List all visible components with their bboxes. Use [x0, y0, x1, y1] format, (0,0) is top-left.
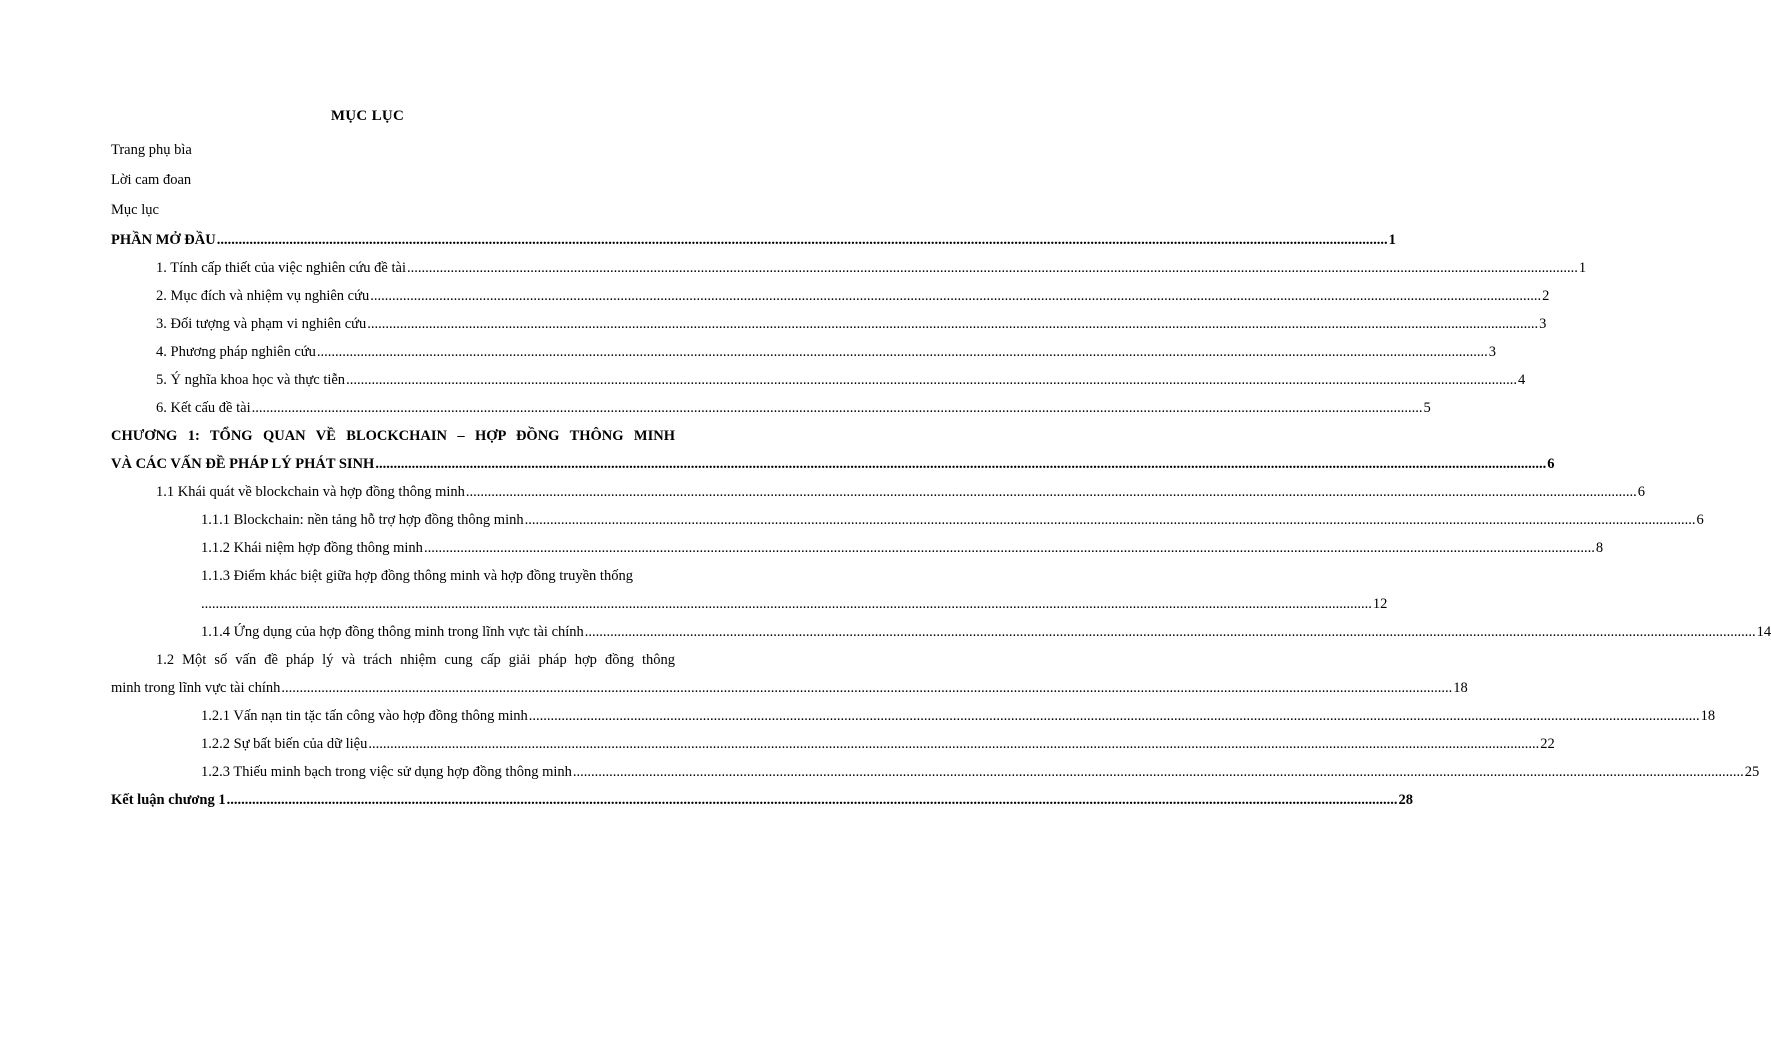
toc-page-number: 25 — [1744, 764, 1760, 780]
toc-entry-text: 1.1.4 Ứng dụng của hợp đồng thông minh trong lĩnh vực tài chính — [201, 624, 584, 640]
toc-entry — [201, 510, 1704, 530]
toc-page-number: 3 — [1488, 344, 1497, 360]
toc-entry-text: minh trong lĩnh vực tài chính — [111, 680, 281, 696]
toc-chapter-heading-line1: CHƯƠNG 1: TỔNG QUAN VỀ BLOCKCHAIN – HỢP ĐỒNG THÔNG MINH — [111, 428, 675, 444]
toc-page-number: 4 — [1517, 372, 1526, 388]
toc-entry-text-line1: 1.1.3 Điểm khác biệt giữa hợp đồng thông minh và hợp đồng truyền thống — [201, 568, 633, 584]
toc-page-number: 28 — [1398, 792, 1413, 808]
toc-page-number: 2 — [1542, 288, 1550, 304]
toc-leader: ................................................................................................................................................................................................................................................................................................................................... — [572, 764, 1744, 780]
toc-entry — [201, 734, 1555, 754]
toc-entry-text: 1.1 Khái quát về blockchain và hợp đồng thông minh — [156, 484, 465, 500]
toc-entry-chapter-1 — [111, 454, 1555, 474]
toc-page-number: 22 — [1540, 736, 1555, 752]
toc-entry-text: 1.1.2 Khái niệm hợp đồng thông minh — [201, 540, 423, 556]
toc-page-number: 3 — [1539, 316, 1547, 332]
toc-page-number: 6 — [1696, 512, 1704, 528]
toc-entry-text: VÀ CÁC VẤN ĐỀ PHÁP LÝ PHÁT SINH — [111, 456, 375, 472]
toc-entry — [156, 286, 1550, 306]
front-matter-declaration: Lời cam đoan — [111, 172, 192, 188]
toc-leader: ................................................................................................................................................................................................................................................................................................................................... — [367, 316, 1539, 332]
toc-entry-text: 1.2.1 Vấn nạn tin tặc tấn công vào hợp đồng thông minh — [201, 708, 528, 724]
toc-page-number: 1 — [1578, 260, 1587, 276]
toc-entry-text: 1.2.3 Thiếu minh bạch trong việc sử dụng hợp đồng thông minh — [201, 764, 572, 780]
toc-leader: ................................................................................................................................................................................................................................................................................................................................... — [370, 288, 1542, 304]
toc-leader: ................................................................................................................................................................................................................................................................................................................................... — [368, 736, 1540, 752]
toc-entry — [156, 482, 1646, 502]
toc-entry — [201, 594, 1388, 614]
toc-entry-text: 4. Phương pháp nghiên cứu — [156, 344, 316, 360]
toc-entry — [111, 678, 1468, 698]
toc-leader: ................................................................................................................................................................................................................................................................................................................................... — [423, 540, 1595, 556]
toc-entry — [156, 258, 1587, 278]
toc-leader: ................................................................................................................................................................................................................................................................................................................................... — [346, 372, 1517, 388]
toc-page-number: 5 — [1423, 400, 1431, 416]
toc-page-number: 14 — [1756, 624, 1771, 640]
toc-title: MỤC LỤC — [330, 108, 405, 124]
front-matter-contents: Mục lục — [111, 202, 159, 218]
toc-leader: ................................................................................................................................................................................................................................................................................................................................... — [528, 708, 1700, 724]
toc-entry — [156, 342, 1497, 362]
toc-page-number: 12 — [1372, 596, 1388, 612]
toc-entry — [201, 762, 1760, 782]
toc-leader: ................................................................................................................................................................................................................................................................................................................................... — [201, 596, 1372, 612]
toc-entry-text: 1.2.2 Sự bất biến của dữ liệu — [201, 736, 368, 752]
toc-entry-text: 6. Kết cấu đề tài — [156, 400, 251, 416]
toc-entry — [201, 538, 1604, 558]
toc-leader: ................................................................................................................................................................................................................................................................................................................................... — [216, 232, 1388, 248]
toc-leader: ................................................................................................................................................................................................................................................................................................................................... — [226, 792, 1398, 808]
toc-entry — [201, 622, 1771, 642]
toc-entry-text: 5. Ý nghĩa khoa học và thực tiễn — [156, 372, 346, 388]
toc-leader: ................................................................................................................................................................................................................................................................................................................................... — [406, 260, 1578, 276]
toc-leader: ................................................................................................................................................................................................................................................................................................................................... — [584, 624, 1756, 640]
toc-page-number: 1 — [1388, 232, 1396, 248]
toc-entry — [156, 370, 1526, 390]
toc-leader: ................................................................................................................................................................................................................................................................................................................................... — [524, 512, 1696, 528]
toc-page-number: 8 — [1595, 540, 1604, 556]
toc-entry-chapter-conclusion — [111, 790, 1413, 810]
toc-page-number: 6 — [1547, 456, 1555, 472]
toc-entry-introduction — [111, 230, 1396, 250]
toc-entry — [156, 314, 1547, 334]
toc-page-number: 18 — [1453, 680, 1468, 696]
toc-leader: ................................................................................................................................................................................................................................................................................................................................... — [316, 344, 1488, 360]
toc-entry — [201, 706, 1716, 726]
toc-leader: ................................................................................................................................................................................................................................................................................................................................... — [281, 680, 1453, 696]
toc-entry-text: Kết luận chương 1 — [111, 792, 226, 808]
toc-entry-text: 2. Mục đích và nhiệm vụ nghiên cứu — [156, 288, 370, 304]
toc-entry-text: PHẦN MỞ ĐẦU — [111, 232, 216, 248]
toc-entry — [156, 398, 1431, 418]
toc-leader: ................................................................................................................................................................................................................................................................................................................................... — [465, 484, 1637, 500]
toc-entry-text: 1.1.1 Blockchain: nền tảng hỗ trợ hợp đồng thông minh — [201, 512, 524, 528]
toc-entry-text: 3. Đối tượng và phạm vi nghiên cứu — [156, 316, 367, 332]
toc-page-number: 18 — [1700, 708, 1716, 724]
toc-leader: ................................................................................................................................................................................................................................................................................................................................... — [251, 400, 1423, 416]
toc-page-number: 6 — [1637, 484, 1646, 500]
toc-entry-text-line1: 1.2 Một số vấn đề pháp lý và trách nhiệm cung cấp giải pháp hợp đồng thông — [156, 652, 675, 668]
front-matter-cover: Trang phụ bìa — [111, 142, 192, 158]
toc-entry-text: 1. Tính cấp thiết của việc nghiên cứu đề tài — [156, 260, 406, 276]
toc-leader: ................................................................................................................................................................................................................................................................................................................................... — [375, 456, 1547, 472]
